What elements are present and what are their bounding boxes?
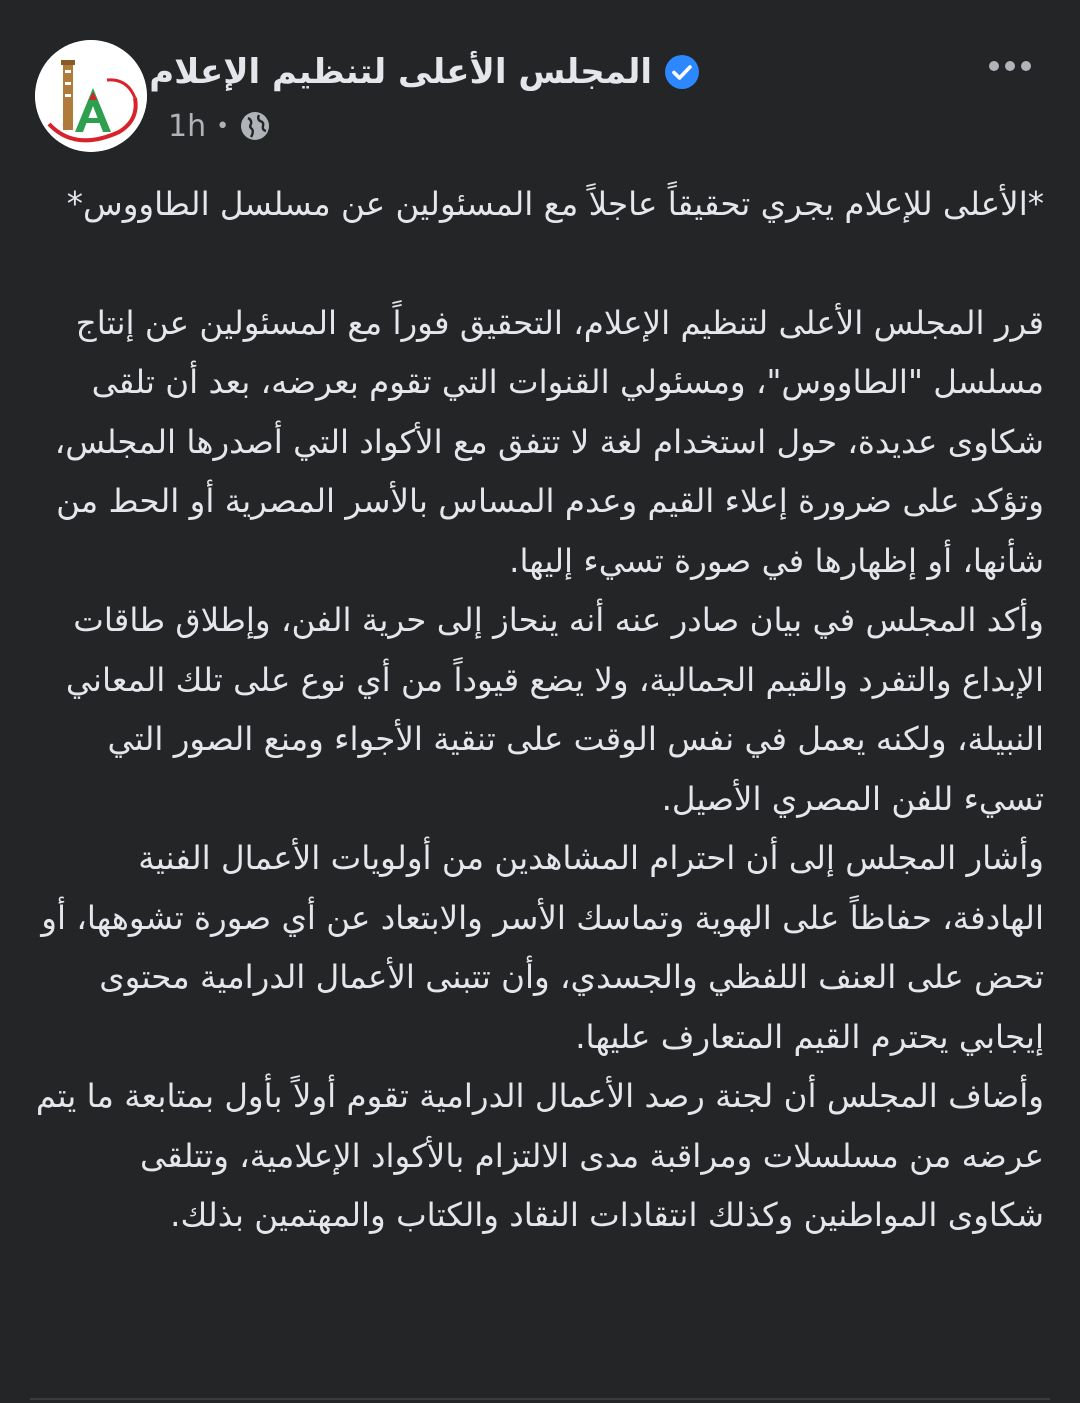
post-paragraph: وأضاف المجلس أن لجنة رصد الأعمال الدرامية تقوم أولاً بأول بمتابعة ما يتم عرضه من مسلسلات ومراقبة مدى الالتزام بالأكواد الإعلامية، وتتلقى شكاوى المواطنين وكذلك انتقادات النقاد والكتاب والمهتمين بذلك. <box>35 1077 1044 1234</box>
post-meta <box>168 102 271 150</box>
post-header <box>30 38 1040 158</box>
council-logo-icon <box>35 40 147 152</box>
page-avatar[interactable] <box>35 40 147 152</box>
more-options-icon <box>1021 61 1031 71</box>
post-paragraph: وأكد المجلس في بيان صادر عنه أنه ينحاز إلى حرية الفن، وإطلاق طاقات الإبداع والتفرد والقيم الجمالية، ولا يضع قيوداً من أي نوع على تلك المعاني النبيلة، ولكنه يعمل في نفس الوقت على تنقية الأجواء ومنع الصور التي تسيء للفن المصري الأصيل. <box>65 601 1044 818</box>
post-paragraph: وأشار المجلس إلى أن احترام المشاهدين من أولويات الأعمال الفنية الهادفة، حفاظاً على الهوية وتماسك الأسر والابتعاد عن أي صورة تشوهها، أو تحض على العنف اللفظي والجسدي، وأن تتبنى الأعمال الدرامية محتوى إيجابي يحترم القيم المتعارف عليها. <box>41 839 1044 1056</box>
more-options-icon <box>989 61 999 71</box>
verified-badge-icon <box>664 54 700 90</box>
post-paragraph: قرر المجلس الأعلى لتنظيم الإعلام، التحقيق فوراً مع المسئولين عن إنتاج مسلسل "الطاووس"، ومسئولي القنوات التي تقوم بعرضه، بعد أن تلقى شكاوى عديدة، حول استخدام لغة لا تتفق مع الأكواد التي أصدرها المجلس، وتؤكد على ضرورة إعلاء القيم وعدم المساس بالأسر المصرية أو الحط من شأنها، أو إظهارها في صورة تسيء إليها. <box>54 303 1044 580</box>
page-name-row <box>149 44 700 100</box>
page-name[interactable]: المجلس الأعلى لتنظيم الإعلام <box>149 52 652 92</box>
globe-icon[interactable] <box>239 110 271 142</box>
more-options-button[interactable] <box>980 46 1040 86</box>
divider <box>30 1398 1050 1400</box>
more-options-icon <box>1005 61 1015 71</box>
post-title: *الأعلى للإعلام يجري تحقيقاً عاجلاً مع المسئولين عن مسلسل الطاووس* <box>66 185 1044 223</box>
meta-separator: • <box>216 113 230 139</box>
post-text <box>34 175 1044 1246</box>
post-time[interactable]: 1h <box>168 108 207 144</box>
